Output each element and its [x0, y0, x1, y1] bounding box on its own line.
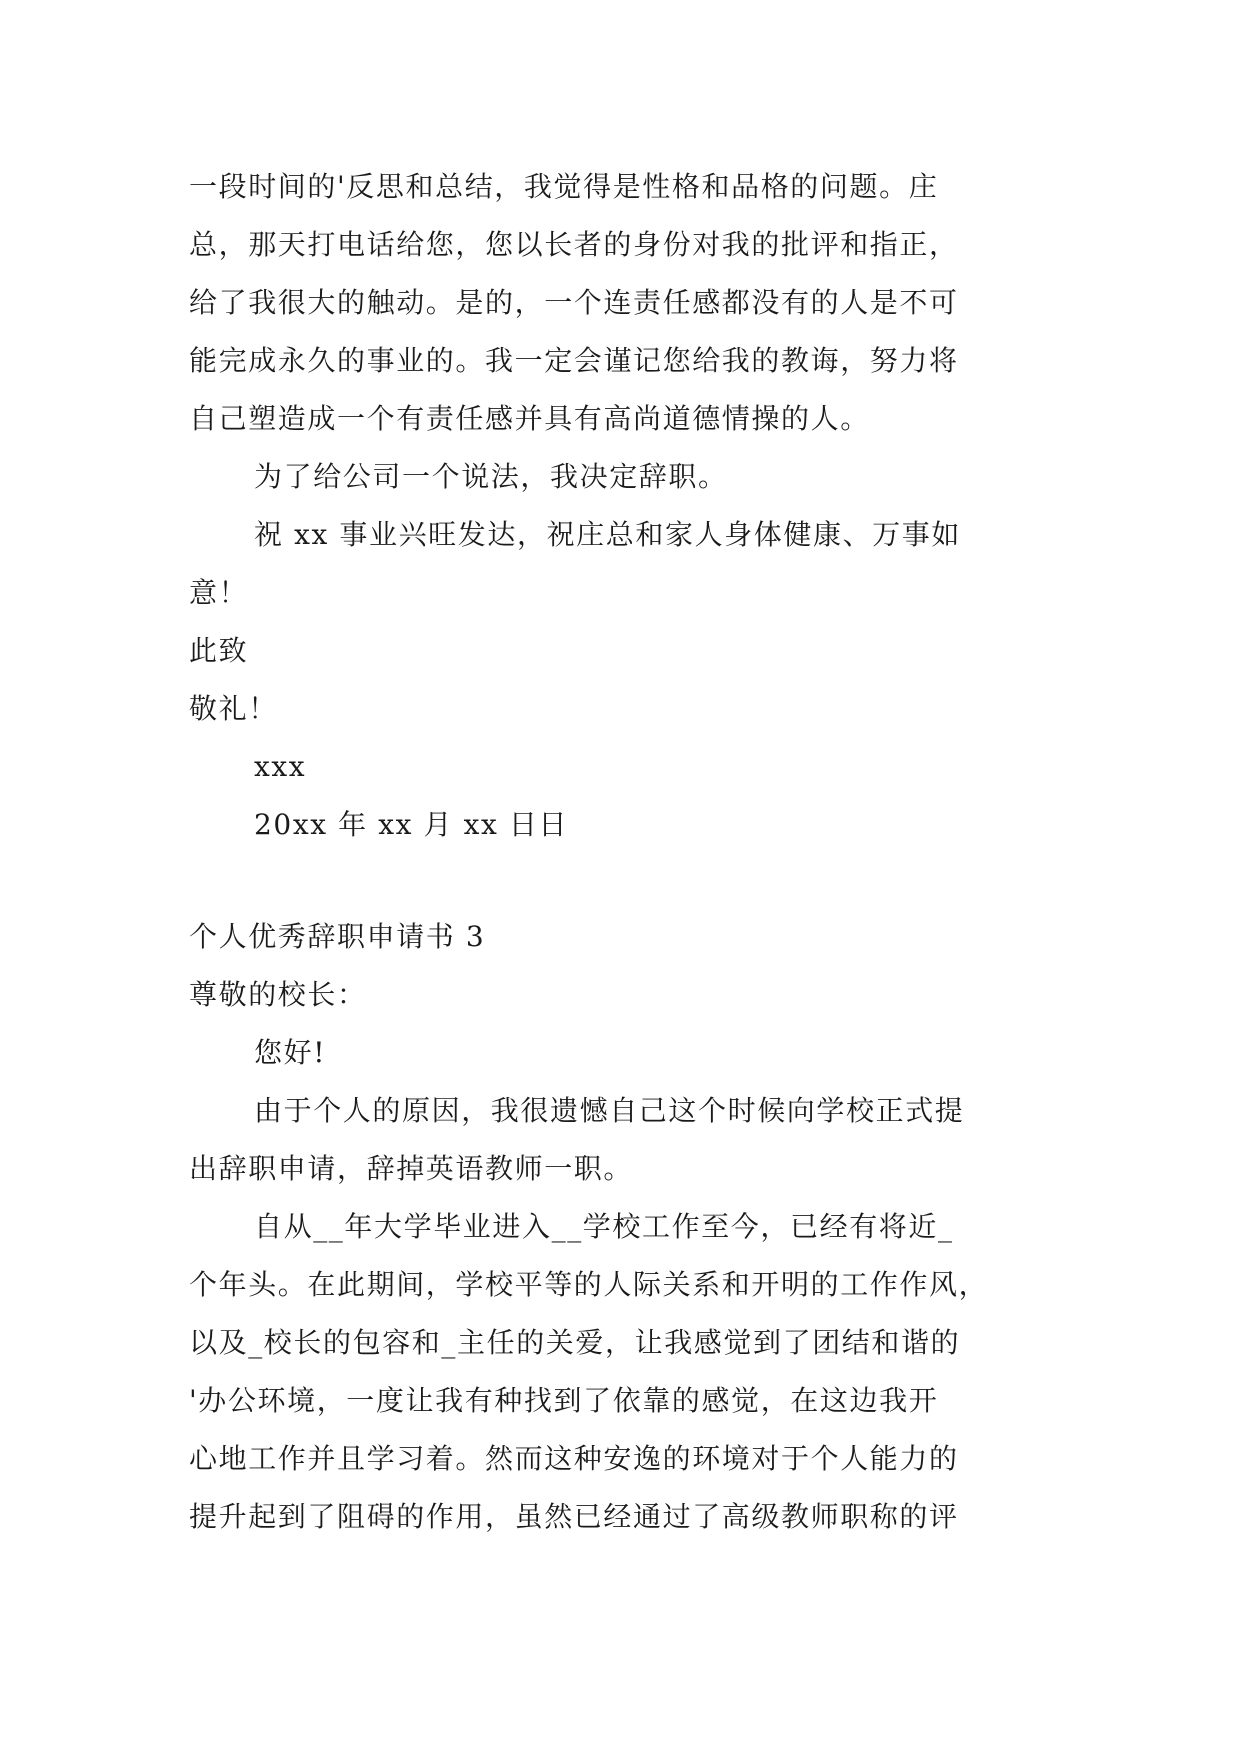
- body-text-line: 由于个人的原因，我很遗憾自己这个时候向学校正式提: [254, 1094, 965, 1127]
- signature: xxx: [254, 750, 307, 783]
- body-text-line: 自从__年大学毕业进入__学校工作至今，已经有将近_: [254, 1210, 954, 1243]
- body-text-line: '办公环境，一度让我有种找到了依靠的感觉，在这边我开: [189, 1384, 939, 1417]
- body-text-line: 总，那天打电话给您，您以长者的身份对我的批评和指正，: [189, 228, 959, 261]
- body-text-line: 提升起到了阻碍的作用，虽然已经通过了高级教师职称的评: [189, 1500, 959, 1533]
- salutation: 尊敬的校长：: [189, 978, 367, 1011]
- body-text-line: 以及_校长的包容和_主任的关爱，让我感觉到了团结和谐的: [189, 1326, 961, 1359]
- section-spacer: [189, 854, 1069, 908]
- section-title: 个人优秀辞职申请书 3: [189, 920, 486, 953]
- wish-line-continued: 意！: [189, 576, 249, 609]
- greeting: 您好!: [254, 1036, 327, 1069]
- body-text-line: 自己塑造成一个有责任感并具有高尚道德情操的人。: [189, 402, 870, 435]
- wish-line: 祝 xx 事业兴旺发达，祝庄总和家人身体健康、万事如: [254, 518, 961, 551]
- body-text-line: 能完成永久的事业的。我一定会谨记您给我的教诲，努力将: [189, 344, 959, 377]
- body-text-line: 个年头。在此期间，学校平等的人际关系和开明的工作作风，: [189, 1268, 989, 1301]
- closing-line: 敬礼！: [189, 692, 278, 725]
- body-text-line: 出辞职申请，辞掉英语教师一职。: [189, 1152, 634, 1185]
- closing-line: 此致: [189, 634, 249, 667]
- body-text-line: 一段时间的'反思和总结，我觉得是性格和品格的问题。庄: [189, 170, 939, 203]
- body-text-line: 心地工作并且学习着。然而这种安逸的环境对于个人能力的: [189, 1442, 959, 1475]
- document-body: [189, 158, 1069, 1546]
- body-text-line: 给了我很大的触动。是的，一个连责任感都没有的人是不可: [189, 286, 959, 319]
- date-line: 20xx 年 xx 月 xx 日日: [254, 808, 569, 841]
- decision-line: 为了给公司一个说法，我决定辞职。: [254, 460, 728, 493]
